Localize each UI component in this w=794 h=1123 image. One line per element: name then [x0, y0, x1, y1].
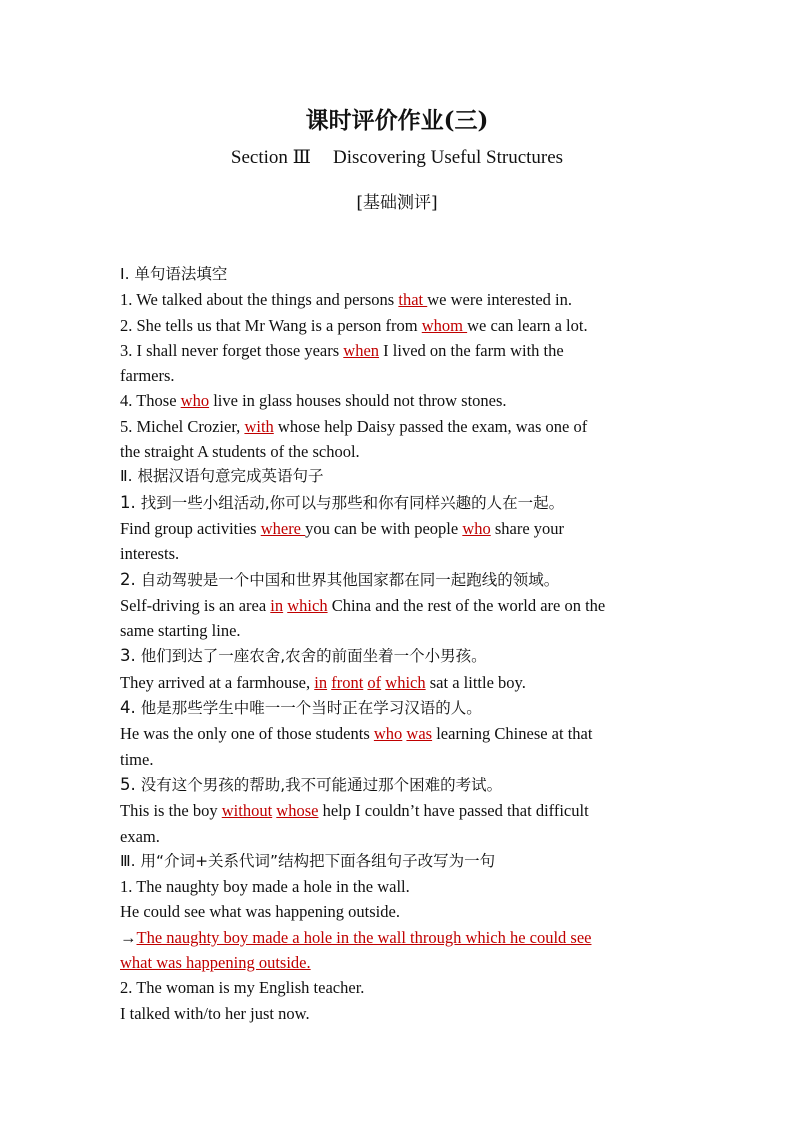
item-number: 2. — [120, 315, 133, 335]
item-continuation: exam. — [120, 826, 160, 846]
answer: in — [270, 595, 284, 615]
answer: when — [343, 340, 380, 360]
sentence-text: This is the boy — [120, 801, 222, 821]
item-number: 2. — [120, 978, 133, 998]
answer: whose — [276, 801, 319, 821]
chinese-prompt — [120, 643, 680, 669]
exercise-item — [120, 975, 680, 1000]
item-text: I lived on the farm with the — [379, 340, 564, 360]
rewrite-answer — [120, 925, 680, 950]
answer: in — [314, 672, 328, 692]
item-text: whose help Daisy passed the exam, was one of — [273, 416, 588, 436]
answer: without — [221, 801, 273, 821]
exercise-item — [120, 388, 680, 413]
answer: The naughty boy made a hole in the wall through which he could see — [136, 927, 592, 947]
sentence-text: you can be with people — [305, 518, 463, 538]
sentence-text: share your — [490, 518, 565, 538]
chinese-prompt — [120, 695, 680, 721]
answer: front — [331, 672, 364, 692]
english-answer — [120, 516, 680, 541]
sentence-text: learning Chinese at that — [432, 724, 593, 744]
chinese-prompt — [120, 772, 680, 798]
item-continuation: farmers. — [120, 366, 175, 386]
item-number: 1. — [120, 492, 136, 512]
rewrite-answer-continuation — [120, 950, 680, 975]
answer: with — [244, 416, 274, 436]
item-text: She tells us that Mr Wang is a person from — [136, 315, 422, 335]
sentence-text: Self-driving is an area — [120, 595, 271, 615]
sentence-text: He was the only one of those students — [120, 724, 374, 744]
item-number: 1. — [120, 877, 133, 897]
sentence-text: They arrived at a farmhouse, — [120, 672, 315, 692]
item-text: I shall never forget those years — [136, 340, 344, 360]
item-number: 4. — [120, 698, 136, 718]
item-continuation: the straight A students of the school. — [120, 442, 360, 462]
sentence-text: sat a little boy. — [425, 672, 526, 692]
sentence-text: Find group activities — [120, 518, 261, 538]
item-number: 3. — [120, 340, 133, 360]
item-continuation: time. — [120, 749, 154, 769]
answer: who — [373, 724, 403, 744]
section-1-heading: Ⅰ. 单句语法填空 — [120, 265, 228, 283]
page-title: 课时评价作业(三) — [305, 107, 489, 134]
item-number: 5. — [120, 416, 133, 436]
item-text: The naughty boy made a hole in the wall. — [136, 877, 410, 897]
answer: whom — [421, 315, 468, 335]
answer: of — [367, 672, 382, 692]
item-number: 5. — [120, 774, 136, 794]
english-answer — [120, 670, 680, 695]
section-2-heading: Ⅱ. 根据汉语句意完成英语句子 — [120, 467, 324, 486]
item-text: we were interested in. — [427, 290, 573, 310]
english-answer — [120, 593, 680, 618]
section-3-heading: Ⅲ. 用“介词+关系代词”结构把下面各组句子改写为一句 — [120, 851, 496, 870]
answer: which — [287, 595, 328, 615]
item-number: 4. — [120, 391, 133, 411]
item-continuation: interests. — [120, 544, 180, 564]
item-text: We talked about the things and persons — [136, 290, 399, 310]
item-sentence-2: I talked with/to her just now. — [120, 1003, 310, 1023]
section-tag: [基础测评] — [356, 193, 438, 213]
subtitle-topic: Discovering Useful Structures — [333, 147, 564, 168]
subtitle-section: Section Ⅲ — [230, 147, 311, 168]
english-answer — [120, 721, 680, 746]
prompt-text: 找到一些小组活动,你可以与那些和你有同样兴趣的人在一起。 — [140, 493, 565, 512]
item-text: The woman is my English teacher. — [136, 978, 365, 998]
exercise-item — [120, 338, 680, 363]
prompt-text: 没有这个男孩的帮助,我不可能通过那个困难的考试。 — [140, 775, 503, 794]
item-text: Those — [136, 391, 181, 411]
answer: who — [180, 391, 210, 411]
exercise-item — [120, 874, 680, 899]
item-sentence-2: He could see what was happening outside. — [120, 902, 400, 922]
answer: where — [260, 518, 306, 538]
answer: was — [406, 724, 433, 744]
page-subtitle — [0, 146, 794, 169]
chinese-prompt — [120, 567, 680, 593]
prompt-text: 他们到达了一座农舍,农舍的前面坐着一个小男孩。 — [140, 647, 487, 666]
exercise-item — [120, 414, 680, 439]
prompt-text: 自动驾驶是一个中国和世界其他国家都在同一起跑线的领域。 — [140, 570, 560, 589]
arrow-icon: → — [120, 927, 137, 947]
sentence-text: China and the rest of the world are on the — [327, 595, 606, 615]
chinese-prompt — [120, 490, 680, 516]
answer: what was happening outside. — [120, 953, 311, 973]
item-number: 2. — [120, 569, 136, 589]
exercise-content — [120, 262, 680, 1026]
item-text: we can learn a lot. — [467, 315, 588, 335]
item-number: 3. — [120, 646, 136, 666]
answer: who — [462, 518, 491, 538]
english-answer — [120, 798, 680, 823]
item-number: 1. — [120, 290, 133, 310]
exercise-item — [120, 287, 680, 312]
prompt-text: 他是那些学生中唯一一个当时正在学习汉语的人。 — [140, 699, 482, 718]
sentence-text: help I couldn’t have passed that difficult — [318, 801, 589, 821]
answer: which — [385, 672, 426, 692]
answer: that — [398, 290, 428, 310]
item-text: live in glass houses should not throw stones. — [209, 391, 507, 411]
item-text: Michel Crozier, — [136, 416, 245, 436]
exercise-item — [120, 313, 680, 338]
item-continuation: same starting line. — [120, 621, 241, 641]
